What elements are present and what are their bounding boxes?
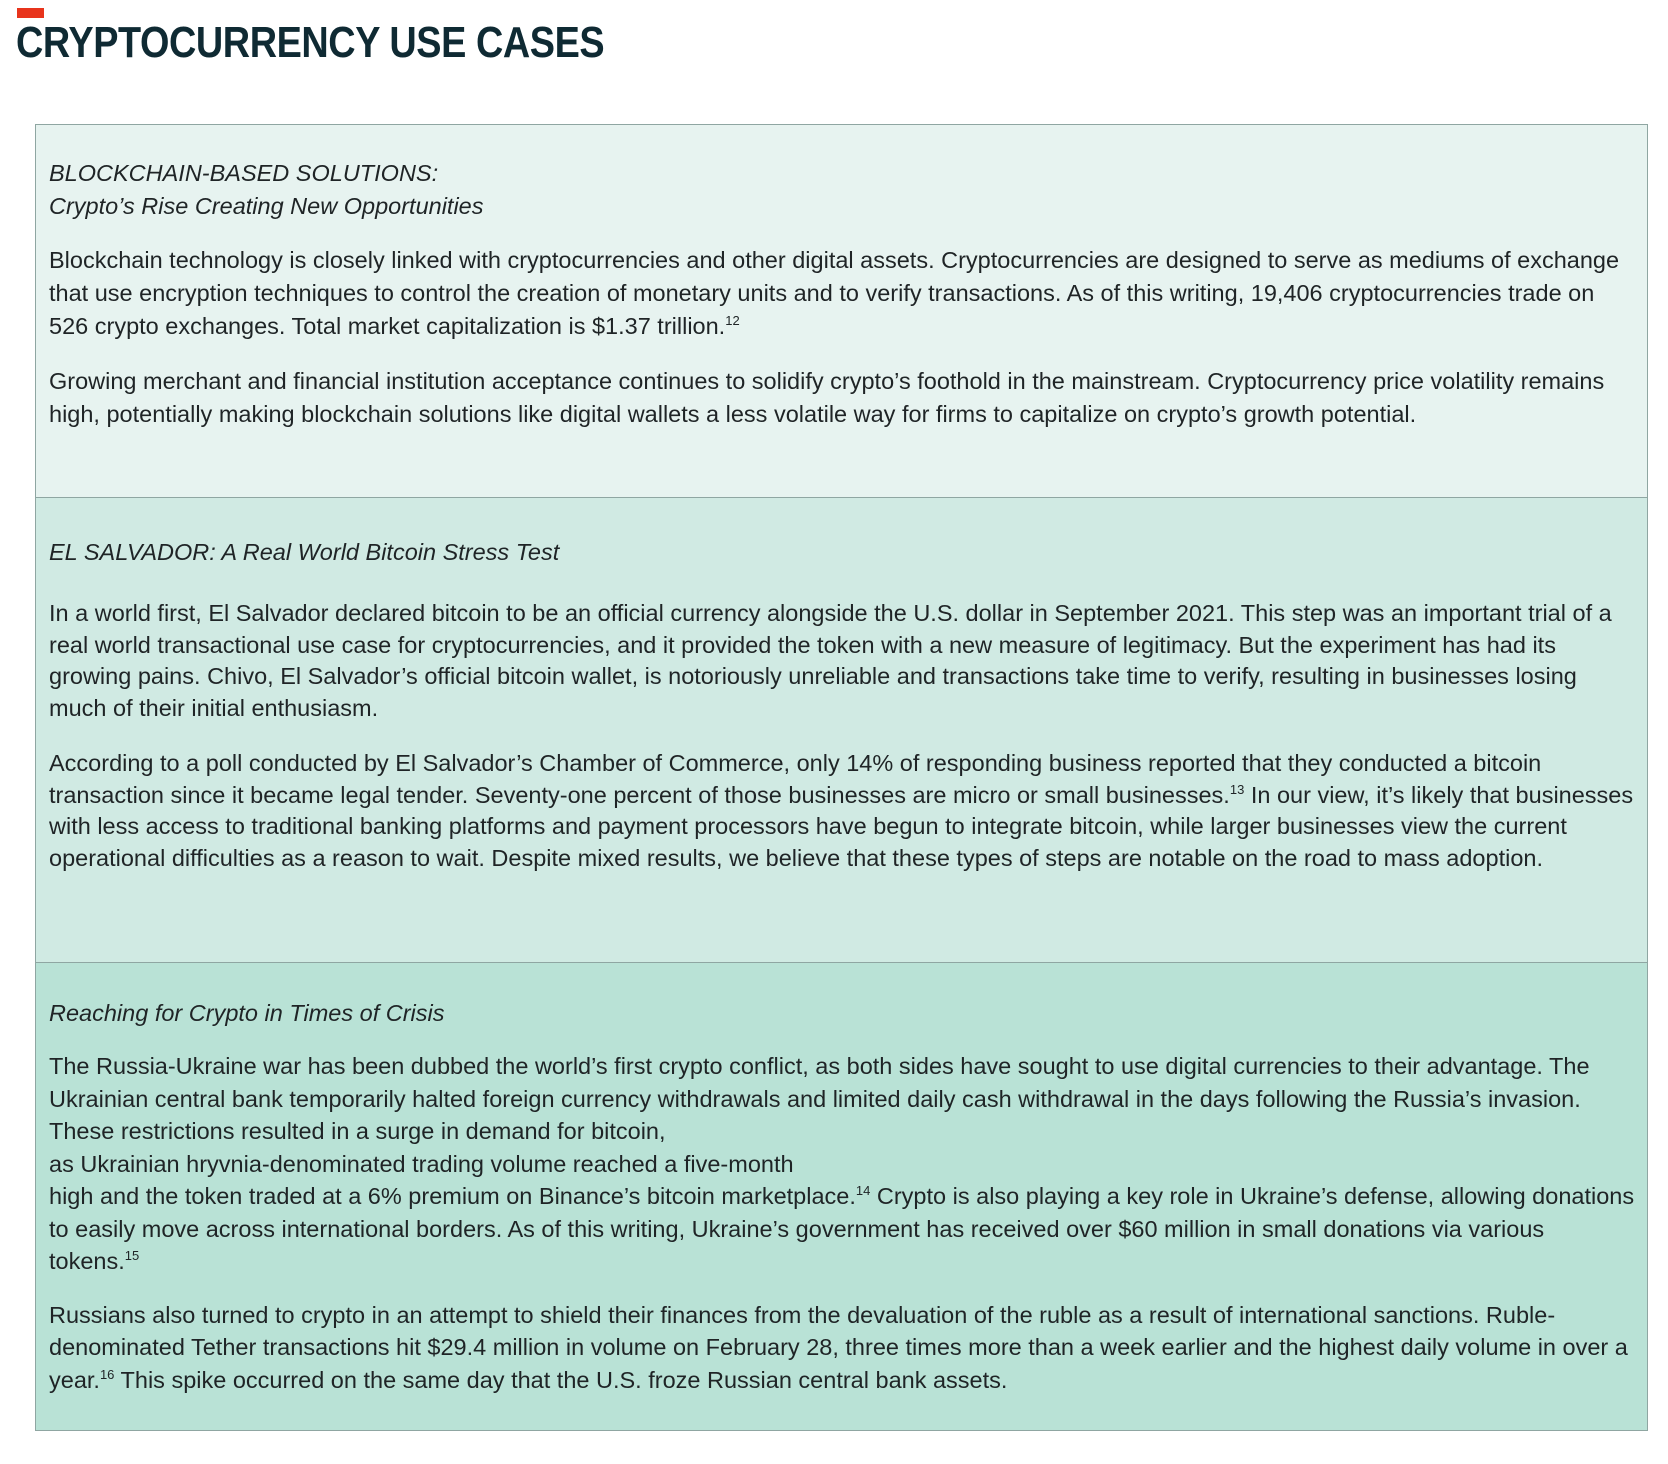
paragraph-text: Growing merchant and financial institution acceptance continues to solidify crypto’s foothold in the mainstream. Cryptocurrency price volatility remains high, potentially making blockchain solutions like digital wallets a less volatile way for firms to capitalize on crypto’s growth potential. (49, 368, 1605, 427)
panel-heading-line1: EL SALVADOR: A Real World Bitcoin Stress Test (49, 539, 560, 565)
paragraph (49, 365, 1635, 431)
footnote-ref: 12 (725, 313, 740, 328)
footnote-ref: 15 (124, 1248, 140, 1263)
paragraph-text: Russians also turned to crypto in an attempt to shield their finances from the devaluation of the ruble as a result of international sanctions. Ruble-denominated Tether transactions hit $29.4 million in volume on February 28, three times more than a week earlier and the highest daily volume in over a year. (49, 1301, 1628, 1393)
footnote-ref: 13 (1229, 781, 1245, 797)
paragraph-text: In a world first, El Salvador declared bitcoin to be an official currency alongside the U.S. dollar in September 2021. This step was an important trial of a real world transactional use case for cryptocurrencies, and it provided the token with a new measure of legitimacy. But the experiment has had its growing pains. Chivo, El Salvador’s official bitcoin wallet, is notoriously unreliable and transactions take time to verify, resulting in businesses losing much of their initial enthusiasm. (49, 600, 1612, 721)
footnote-ref: 16 (99, 1366, 115, 1382)
footnote-ref: 14 (855, 1183, 871, 1198)
panel-crypto-crisis (36, 963, 1647, 1430)
paragraph-text: Blockchain technology is closely linked with cryptocurrencies and other digital assets. Cryptocurrencies are designed to serve as mediums of exchange that use encryption techniques to control the creation of monetary units and to verify transactions. As of this writing, 19,406 cryptocurrencies trade on 526 crypto exchanges. Total market capitalization is $1.37 trillion. (49, 247, 1620, 339)
paragraph-line: as Ukrainian hryvnia-denominated trading volume reached a five-month (49, 1150, 794, 1177)
paragraph (49, 1299, 1635, 1397)
panel-heading-line2: Crypto’s Rise Creating New Opportunities (49, 193, 484, 219)
paragraph (49, 748, 1635, 874)
paragraph (49, 244, 1635, 343)
panel-heading (49, 997, 1635, 1030)
title-accent-bar (17, 8, 44, 18)
panel-heading-line1: Reaching for Crypto in Times of Crisis (49, 1000, 445, 1026)
paragraph-text: According to a poll conducted by El Salvador’s Chamber of Commerce, only 14% of responding business reported that they conducted a bitcoin transaction since it became legal tender. Seventy-one percent of those businesses are micro or small businesses. (49, 750, 1542, 808)
use-cases-panel-stack (35, 124, 1648, 1431)
panel-heading-line1: BLOCKCHAIN-BASED SOLUTIONS: (49, 160, 439, 186)
panel-blockchain-solutions (36, 125, 1647, 498)
paragraph-text: Crypto is also playing a key role in Ukraine’s defense, allowing donations to easily move across international borders. As of this writing, Ukraine’s government has received over $60 million in small donations via various tokens. (49, 1183, 1635, 1274)
paragraph-line: high and the token traded at a 6% premium on Binance’s bitcoin marketplace. (49, 1183, 856, 1209)
paragraph (49, 1050, 1635, 1278)
paragraph-text: In our view, it’s likely that businesses with less access to traditional banking platforms and payment processors have begun to integrate bitcoin, while larger businesses view the current operational difficulties as a reason to wait. Despite mixed results, we believe that these types of steps are notable on the road to mass adoption. (49, 781, 1634, 871)
paragraph (49, 598, 1635, 724)
panel-el-salvador (36, 498, 1647, 963)
paragraph-line: The Russia-Ukraine war has been dubbed the world’s first crypto conflict, as both sides have sought to use digital currencies to their advantage. The Ukrainian central bank temporarily halted foreign currency withdrawals and limited daily cash withdrawal in the days following the Russia’s invasion. These restrictions resulted in a surge in demand for bitcoin, (49, 1053, 1590, 1144)
panel-heading (49, 157, 1635, 223)
panel-heading (49, 536, 1635, 569)
paragraph-text: This spike occurred on the same day that the U.S. froze Russian central bank assets. (114, 1366, 1008, 1393)
page-title: CRYPTOCURRENCY USE CASES (16, 18, 605, 67)
